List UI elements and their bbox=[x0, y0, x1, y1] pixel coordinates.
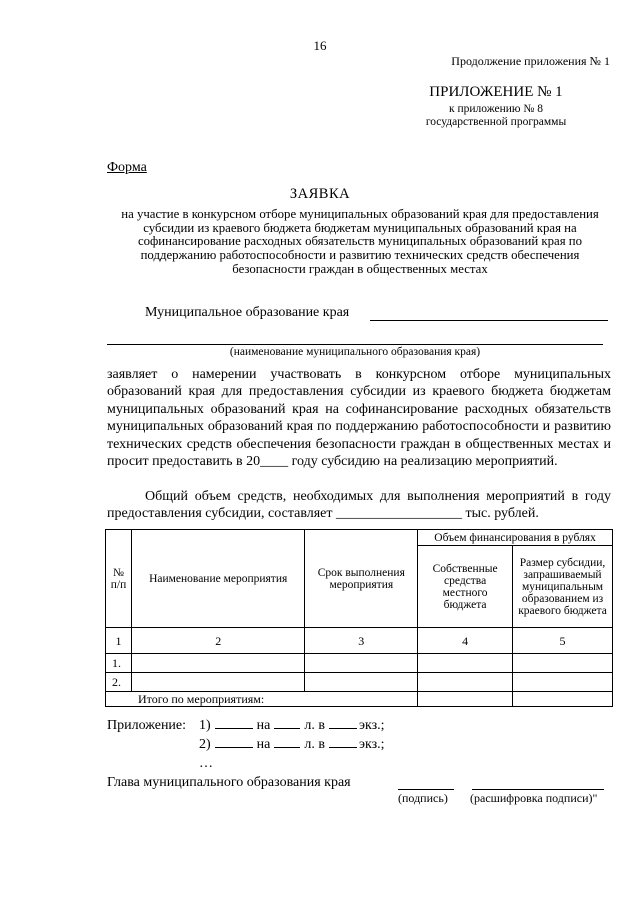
attachment-copies-label: экз.; bbox=[359, 737, 385, 752]
row-name-cell[interactable] bbox=[131, 673, 304, 692]
attachments-label: Приложение: bbox=[107, 718, 187, 733]
col-num-header: № п/п bbox=[106, 530, 132, 628]
attachment-title-blank[interactable] bbox=[215, 716, 253, 729]
index-cell-4: 4 bbox=[418, 628, 513, 654]
row-term-cell[interactable] bbox=[305, 654, 418, 673]
attachment-copies-blank[interactable] bbox=[329, 735, 357, 748]
appendix-subtitle bbox=[390, 103, 602, 129]
col-term-header: Срок выполнения мероприятия bbox=[305, 530, 418, 628]
row-name-cell[interactable] bbox=[131, 654, 304, 673]
attachment-ellipsis: … bbox=[199, 756, 213, 771]
appendix-sub-line-2: государственной программы bbox=[425, 116, 567, 128]
index-cell-3: 3 bbox=[305, 628, 418, 654]
document-title: ЗАЯВКА bbox=[289, 186, 351, 202]
table-header-row-1 bbox=[106, 530, 613, 546]
total-own-cell[interactable] bbox=[418, 692, 513, 707]
appendix-sub-line-1: к приложению № 8 bbox=[449, 103, 543, 115]
attachment-copies-blank[interactable] bbox=[329, 716, 357, 729]
application-paragraph-2: Общий объем средств, необходимых для выполнения мероприятий в году предоставления субсидии, составляет __________________ тыс. рублей. bbox=[107, 489, 611, 522]
signature-decode-caption: (расшифровка подписи)" bbox=[470, 791, 598, 805]
attachment-pages-label: л. в bbox=[304, 737, 325, 752]
attachment-number: 1) bbox=[199, 718, 211, 733]
table-row bbox=[106, 654, 613, 673]
form-label: Форма bbox=[107, 160, 147, 175]
row-own-cell[interactable] bbox=[418, 673, 513, 692]
signature-decode-line[interactable] bbox=[472, 789, 604, 790]
col-subsidy-header: Размер субсидии, запрашиваемый муниципальным образованием из краевого бюджета bbox=[513, 546, 613, 628]
row-subsidy-cell[interactable] bbox=[513, 673, 613, 692]
attachment-na: на bbox=[256, 737, 271, 752]
attachment-number: 2) bbox=[199, 737, 211, 752]
index-cell-5: 5 bbox=[513, 628, 613, 654]
page-number: 16 bbox=[313, 38, 327, 53]
row-subsidy-cell[interactable] bbox=[513, 654, 613, 673]
total-label: Итого по мероприятиям: bbox=[106, 692, 418, 707]
table-row bbox=[106, 673, 613, 692]
measures-table bbox=[105, 529, 613, 707]
signature-caption: (подпись) bbox=[398, 791, 448, 805]
attachment-item bbox=[107, 735, 385, 754]
municipality-blank-line[interactable] bbox=[370, 320, 608, 321]
document-description: на участие в конкурсном отборе муниципальных образований края для предоставления субсидии из краевого бюджета бюджетам муниципальных образований края на софинансирование расходных обязательств муниципальных образований края по поддержанию работоспособности и развитию технических средств обеспечения безопасности граждан в общественных местах bbox=[121, 207, 599, 276]
attachments-block bbox=[107, 716, 385, 773]
continuation-note: Продолжение приложения № 1 bbox=[451, 54, 610, 68]
attachment-pages-blank[interactable] bbox=[274, 716, 300, 729]
attachment-copies-label: экз.; bbox=[359, 718, 385, 733]
attachment-title-blank[interactable] bbox=[215, 735, 253, 748]
table-total-row bbox=[106, 692, 613, 707]
municipality-label: Муниципальное образование края bbox=[145, 305, 350, 320]
municipality-name-caption: (наименование муниципального образования края) bbox=[229, 346, 481, 358]
attachment-item bbox=[107, 716, 385, 735]
row-number: 2. bbox=[106, 673, 132, 692]
application-paragraph-1: заявляет о намерении участвовать в конкурсном отборе муниципальных образований края для предоставления субсидии из краевого бюджета бюджетам муниципальных образований края на софинансирование расходных обязательств муниципальных образований края по поддержанию работоспособности и развитию технических средств обеспечения безопасности граждан в общественных местах и просит предоставить в 20____ году субсидию на реализацию мероприятий. bbox=[107, 367, 611, 470]
attachment-na: на bbox=[256, 718, 271, 733]
attachment-pages-blank[interactable] bbox=[274, 735, 300, 748]
col-name-header: Наименование мероприятия bbox=[131, 530, 304, 628]
table-index-row bbox=[106, 628, 613, 654]
attachment-pages-label: л. в bbox=[304, 718, 325, 733]
signature-label: Глава муниципального образования края bbox=[107, 775, 351, 790]
appendix-title: ПРИЛОЖЕНИЕ № 1 bbox=[429, 84, 563, 100]
attachment-ellipsis-row bbox=[107, 754, 385, 773]
total-subsidy-cell[interactable] bbox=[513, 692, 613, 707]
row-own-cell[interactable] bbox=[418, 654, 513, 673]
index-cell-1: 1 bbox=[106, 628, 132, 654]
col-own-funds-header: Собственные средства местного бюджета bbox=[418, 546, 513, 628]
col-funding-group-header: Объем финансирования в рублях bbox=[418, 530, 613, 546]
index-cell-2: 2 bbox=[131, 628, 304, 654]
signature-line[interactable] bbox=[398, 789, 454, 790]
row-number: 1. bbox=[106, 654, 132, 673]
row-term-cell[interactable] bbox=[305, 673, 418, 692]
municipality-name-line[interactable] bbox=[107, 344, 603, 345]
